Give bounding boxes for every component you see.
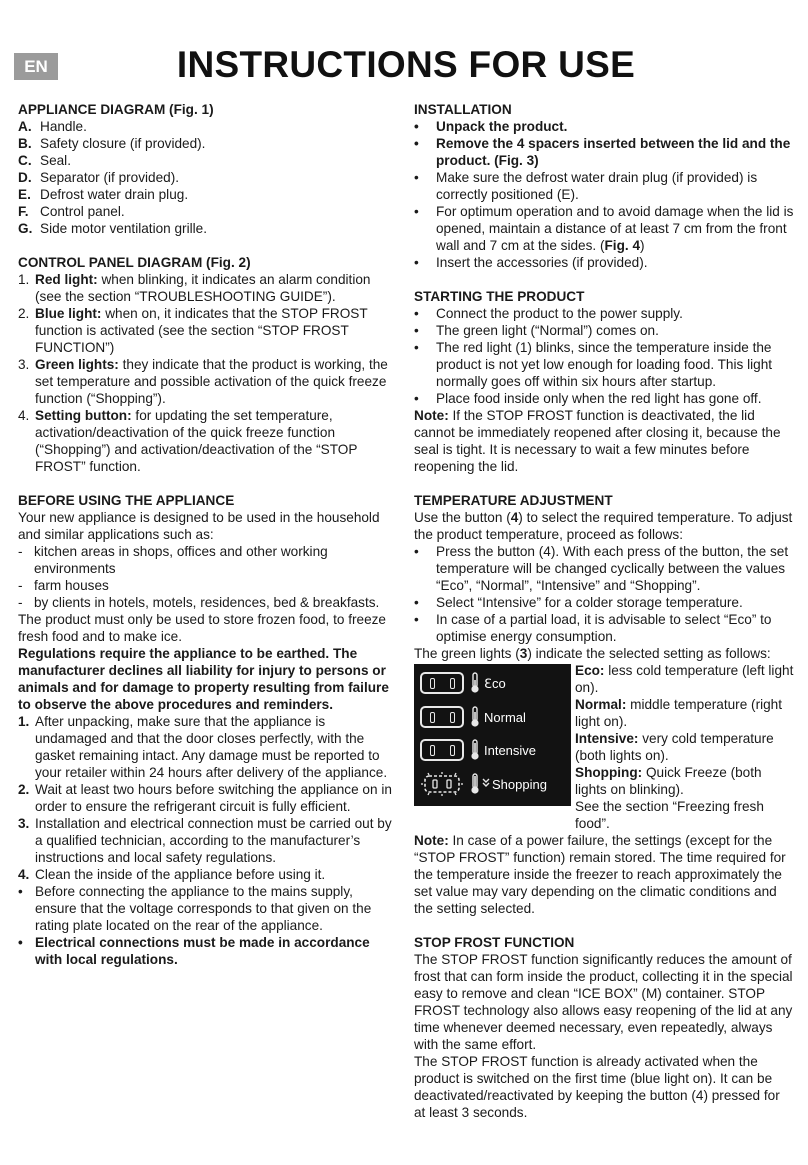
- usage-text: The product must only be used to store frozen food, to freeze fresh food and to make ice.: [18, 612, 386, 644]
- temperature-heading: TEMPERATURE ADJUSTMENT: [414, 493, 613, 508]
- list-item: F. Control panel.: [18, 204, 125, 219]
- list-item: • Select “Intensive” for a colder storage temperature.: [414, 595, 743, 610]
- blinking-lights-icon: [420, 772, 464, 796]
- list-item: 3. Green lights: they indicate that the product is working, the set temperature and possible activation of the quick freeze function (“Shopping”).: [18, 357, 388, 406]
- thermometer-icon: [468, 706, 482, 728]
- stop-frost-section: [414, 934, 794, 1121]
- panel-row-normal: [420, 703, 526, 731]
- list-item: - kitchen areas in shops, offices and other working environments: [18, 544, 328, 576]
- list-item: A. Handle.: [18, 119, 87, 134]
- settings-figure: [414, 662, 794, 832]
- list-item: 4. Clean the inside of the appliance before using it.: [18, 867, 326, 882]
- stop-frost-paragraph-2: The STOP FROST function is already activated when the product is switched on the first time (blue light on). It can be deactivated/reactivated by keeping the button (4) pressed for at least 3 seconds.: [414, 1054, 780, 1120]
- before-using-intro: Your new appliance is designed to be used in the household and similar applications such as:: [18, 510, 380, 542]
- list-item: E. Defrost water drain plug.: [18, 187, 189, 202]
- list-item: • The green light (“Normal”) comes on.: [414, 323, 659, 338]
- eco-description: Eco: less cold temperature (left light on).: [575, 663, 794, 695]
- list-item: • In case of a partial load, it is advisable to select “Eco” to optimise energy consumption.: [414, 612, 772, 644]
- list-item: • For optimum operation and to avoid damage when the lid is opened, maintain a distance of at least 7 cm from the front wall and 7 cm at the sides. (Fig. 4): [414, 204, 794, 253]
- appliance-diagram-heading: APPLIANCE DIAGRAM (Fig. 1): [18, 102, 214, 117]
- earthing-warning: Regulations require the appliance to be earthed. The manufacturer declines all liability for injury to persons or animals and for damage to property resulting from failure to observe the above procedures and reminders.: [18, 646, 389, 712]
- list-item: G. Side motor ventilation grille.: [18, 221, 207, 236]
- temperature-note: Note: In case of a power failure, the settings (except for the “STOP FROST” function) remain stored. The time required for the temperature inside the freezer to reach approximately the set value may vary depending on the climatic conditions and the setting selected.: [414, 833, 786, 916]
- list-item: C. Seal.: [18, 153, 71, 168]
- thermometer-icon: [468, 739, 482, 761]
- list-item: 3. Installation and electrical connection must be carried out by a qualified technician, according to the manufacturer’s instructions and local safety regulations.: [18, 816, 392, 865]
- indicator-pill: [420, 739, 464, 761]
- appliance-diagram-section: [18, 101, 396, 237]
- thermometer-icon: [468, 773, 482, 795]
- panel-row-intensive: [420, 736, 536, 764]
- stop-frost-paragraph-1: The STOP FROST function significantly reduces the amount of frost that can form inside the product, collecting it in the special easy to remove and clean “ICE BOX” (M) container. STOP FROST technology also allows easy reopening of the lid at any time whenever deemed necessary, even repeatedly, always with the same effort.: [414, 952, 793, 1052]
- language-badge: EN: [14, 53, 58, 80]
- green-lights-intro: The green lights (3) indicate the selected setting as follows:: [414, 646, 771, 661]
- control-panel-heading: CONTROL PANEL DIAGRAM (Fig. 2): [18, 255, 251, 270]
- indicator-pill: [420, 672, 464, 694]
- snowflake-arrow-icon: [482, 778, 490, 790]
- list-item: • Insert the accessories (if provided).: [414, 255, 648, 270]
- list-item: • Place food inside only when the red light has gone off.: [414, 391, 762, 406]
- list-item: • Remove the 4 spacers inserted between the lid and the product. (Fig. 3): [414, 136, 791, 168]
- list-item: • Connect the product to the power supply.: [414, 306, 683, 321]
- thermometer-icon: [468, 672, 482, 694]
- before-using-heading: BEFORE USING THE APPLIANCE: [18, 493, 235, 508]
- panel-label-intensive: Intensive: [484, 742, 537, 758]
- starting-section: [414, 288, 794, 475]
- control-panel-illustration: [414, 664, 571, 806]
- list-item: 2. Blue light: when on, it indicates that the STOP FROST function is activated (see the section “STOP FROST FUNCTION”): [18, 306, 368, 355]
- list-item: 2. Wait at least two hours before switching the appliance on in order to ensure the refrigerant circuit is fully efficient.: [18, 782, 392, 814]
- intensive-description: Intensive: very cold temperature (both lights on).: [575, 731, 774, 763]
- left-column: [18, 101, 396, 985]
- before-using-section: [18, 492, 396, 968]
- settings-descriptions: [575, 662, 794, 832]
- list-item: • The red light (1) blinks, since the temperature inside the product is not yet low enough for loading food. This light normally goes off within six hours after startup.: [414, 340, 773, 389]
- list-item: 1. After unpacking, make sure that the appliance is undamaged and that the door closes perfectly, with the gasket remaining intact. Any damage must be reported to your retailer within 24 hours after delivery of the appliance.: [18, 714, 388, 780]
- shopping-description: Shopping: Quick Freeze (both lights on blinking).: [575, 765, 762, 797]
- list-item: • Before connecting the appliance to the mains supply, ensure that the voltage corresponds to that given on the rating plate located on the rear of the appliance.: [18, 884, 372, 933]
- starting-note: Note: If the STOP FROST function is deactivated, the lid cannot be immediately reopened after closing it, because the seal is tight. It is necessary to wait a few minutes before reopening the lid.: [414, 408, 781, 474]
- list-item: D. Separator (if provided).: [18, 170, 180, 185]
- list-item: B. Safety closure (if provided).: [18, 136, 206, 151]
- panel-row-shopping: [420, 770, 547, 798]
- control-panel-section: [18, 254, 396, 475]
- list-item: - by clients in hotels, motels, residences, bed & breakfasts.: [18, 595, 380, 610]
- see-section-text: See the section “Freezing fresh food”.: [575, 799, 764, 831]
- list-item: • Press the button (4). With each press of the button, the set temperature will be changed cyclically between the values “Eco”, “Normal”, “Intensive” and “Shopping”.: [414, 544, 789, 593]
- page-title: INSTRUCTIONS FOR USE: [176, 44, 636, 85]
- installation-section: [414, 101, 794, 271]
- list-item: • Electrical connections must be made in accordance with local regulations.: [18, 935, 370, 967]
- panel-label-shopping: Shopping: [492, 776, 547, 792]
- list-item: 4. Setting button: for updating the set temperature, activation/deactivation of the quick freeze function (“Shopping”) and activation/deactivation of the “STOP FROST” function.: [18, 408, 358, 474]
- stop-frost-heading: STOP FROST FUNCTION: [414, 935, 575, 950]
- temperature-section: [414, 492, 794, 917]
- indicator-pill: [420, 706, 464, 728]
- list-item: • Unpack the product.: [414, 119, 568, 134]
- installation-heading: INSTALLATION: [414, 102, 512, 117]
- panel-label-normal: Normal: [484, 709, 526, 725]
- list-item: • Make sure the defrost water drain plug (if provided) is correctly positioned (E).: [414, 170, 758, 202]
- list-item: - farm houses: [18, 578, 109, 593]
- normal-description: Normal: middle temperature (right light on).: [575, 697, 783, 729]
- list-item: 1. Red light: when blinking, it indicates an alarm condition (see the section “TROUBLESHOOTING GUIDE”).: [18, 272, 371, 304]
- temperature-intro: Use the button (4) to select the required temperature. To adjust the product temperature, proceed as follows:: [414, 510, 793, 542]
- starting-heading: STARTING THE PRODUCT: [414, 289, 585, 304]
- panel-label-eco: ℇco: [484, 675, 506, 691]
- right-column: [414, 101, 794, 1138]
- panel-row-eco: [420, 669, 506, 697]
